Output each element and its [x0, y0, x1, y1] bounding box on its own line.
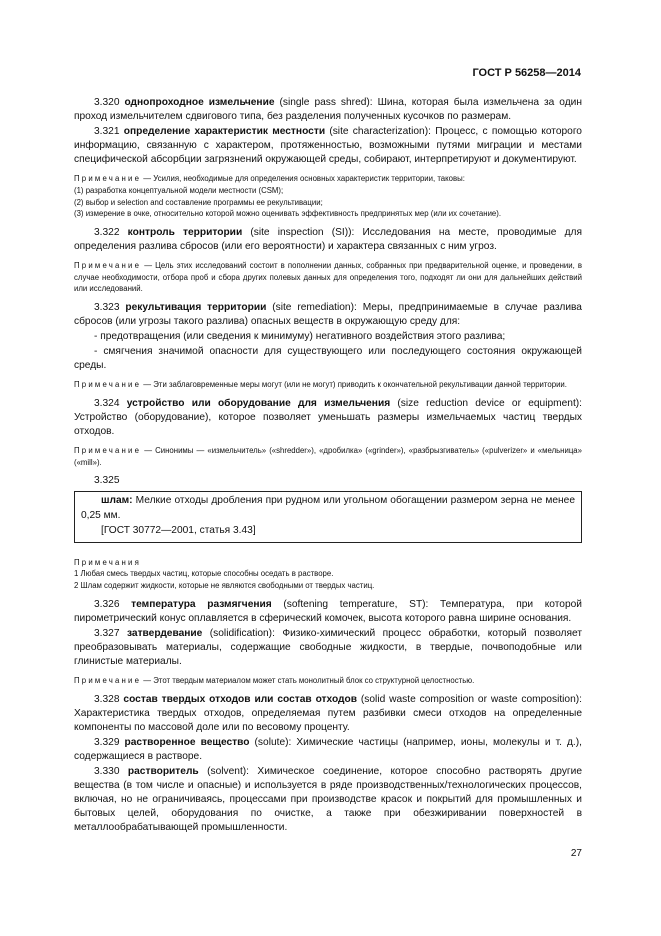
term: состав твердых отходов или состав отходов	[123, 693, 357, 705]
list-item: - предотвращения (или сведения к минимуму) негативного воздействия этого разлива;	[94, 331, 506, 342]
entry-3-327: 3.327 затвердевание (solidification): Физико-химический процесс обработки, который позволяет преобразовывать материалы, содержащие свободные жидкости, в твердые, почвоподобные или глинистые материалы.	[74, 627, 582, 667]
term: затвердевание	[126, 627, 203, 639]
term: определение характеристик местности	[123, 126, 326, 138]
term: однопроходное измельчение	[124, 97, 275, 108]
entry-3-321: 3.321 определение характеристик местности (site characterization): Процесс, с помощью которого информацию, связанную с характером, протяженностью, возможными путями миграции и местами специфической абсорбции загрязнений окружающей среды, собирают, интерпретируют и документируют.	[74, 126, 582, 166]
term: растворенное вещество	[124, 736, 250, 748]
entry-3-329: 3.329 растворенное вещество (solute): Химические частицы (например, ионы, молекулы и т. д.), содержащиеся в растворе.	[74, 736, 582, 762]
definition-box	[74, 491, 582, 542]
term: растворитель	[127, 766, 199, 778]
entry-3-325-number: 3.325	[94, 475, 120, 487]
term: шлам:	[101, 495, 133, 507]
list-item: - смягчения значимой опасности для существующего или последующего состояния окружающей среды.	[74, 346, 582, 372]
entry-3-330: 3.330 растворитель (solvent): Химическое соединение, которое способно растворять другие вещества (в том числе и опасные) и используется в ряде производственных/технологических процессов, включая, но не ограничиваясь, процессами при производстве красок и покрытий для промышленных и бытовых целей, оборудования по очистке, а также при обезжиривании поверхностей в металлообрабатывающей промышленности.	[74, 766, 582, 834]
note-3-323: Примечание — Эти заблаговременные меры могут (или не могут) приводить к окончательной рекультивации данной территории.	[74, 380, 567, 390]
entry-3-328: 3.328 состав твердых отходов или состав отходов (solid waste composition or waste composition): Характеристика твердых отходов, определяемая путем разбивки смеси отходов на определенные компоненты по массовой доле или по весовому проценту.	[74, 693, 582, 733]
entry-3-324: 3.324 устройство или оборудование для измельчения (size reduction device or equipment): Устройство (оборудование), которое позволяет уменьшать размеры измельчаемых частиц твердых отходов.	[74, 397, 582, 438]
notes-3-325: Примечания 1 Любая смесь твердых частиц, которые способны оседать в растворе. 2 Шлам содержит жидкости, которые не являются свободными от твердых частиц.	[74, 557, 582, 592]
note-3-327: Примечание — Этот твердым материалом может стать монолитный блок со структурной целостностью.	[74, 675, 475, 685]
source-reference: [ГОСТ 30772—2001, статья 3.43]	[101, 524, 256, 536]
entry-3-322: 3.322 контроль территории (site inspection (SI)): Исследования на месте, проводимые для определения разлива сбросов (или его вероятности) и характера связанных с ним угроз.	[74, 226, 583, 252]
term: контроль территории	[127, 226, 243, 238]
list-item: (1) разработка концептуальной модели местности (CSM);	[74, 186, 284, 196]
list-item: 2 Шлам содержит жидкости, которые не являются свободными от твердых частиц.	[74, 580, 375, 590]
list-item: (3) измерение в очке, относительно которой можно оценивать эффективность предпринятых мер (или их сочетание).	[74, 209, 502, 219]
page-number: 27	[570, 848, 582, 859]
note-3-321: Примечание — Усилия, необходимые для определения основных характеристик территории, таковы: (1) разработка концептуальной модели местности (CSM); (2) выбор и selection and составление программы ее рекультивации; (3) измерение в очке, относительно которой можно оценивать эффективность предпринятых мер (или их сочетание).	[74, 173, 582, 219]
term: устройство или оборудование для измельчения	[126, 397, 391, 409]
list-item: (2) выбор и selection and составление программы ее рекультивации;	[74, 197, 323, 207]
list-item: 1 Любая смесь твердых частиц, которые способны оседать в растворе.	[74, 569, 334, 579]
entry-3-320: 3.320 однопроходное измельчение (single pass shred): Шина, которая была измельчена за один проход измельчителем сдвигового типа, без разделения полученных кусочков по размерам.	[74, 97, 582, 123]
page-content	[74, 96, 582, 837]
term: рекультивация территории	[125, 301, 267, 313]
term: температура размягчения	[131, 598, 272, 610]
note-3-324: Примечание — Синонимы — «измельчитель» («shredder»), «дробилка» («grinder»), «разбрызгиватель» («pulverizer» и «мельница» («mill»).	[74, 446, 582, 467]
note-3-322: Примечание — Цель этих исследований состоит в пополнении данных, собранных при предварительной оценке, и проведении, в случае необходимости, отбора проб и сбора других полевых данных для определения того, подходят ли они для дальнейших действий или исследований.	[74, 261, 582, 294]
entry-3-323: 3.323 рекультивация территории (site remediation): Меры, предпринимаемые в случае разлива сбросов (или угрозы такого разлива) опасных веществ в окружающую среду для:	[74, 301, 582, 327]
entry-3-325: шлам: Мелкие отходы дробления при рудном или угольном обогащении размером зерна не менее 0,25 мм.	[81, 495, 575, 521]
entry-3-326: 3.326 температура размягчения (softening temperature, ST): Температура, при которой пирометрический конус оплавляется в сферический комочек, высота которого равна ширине основания.	[74, 598, 582, 624]
document-header-title: ГОСТ Р 56258—2014	[472, 67, 581, 79]
